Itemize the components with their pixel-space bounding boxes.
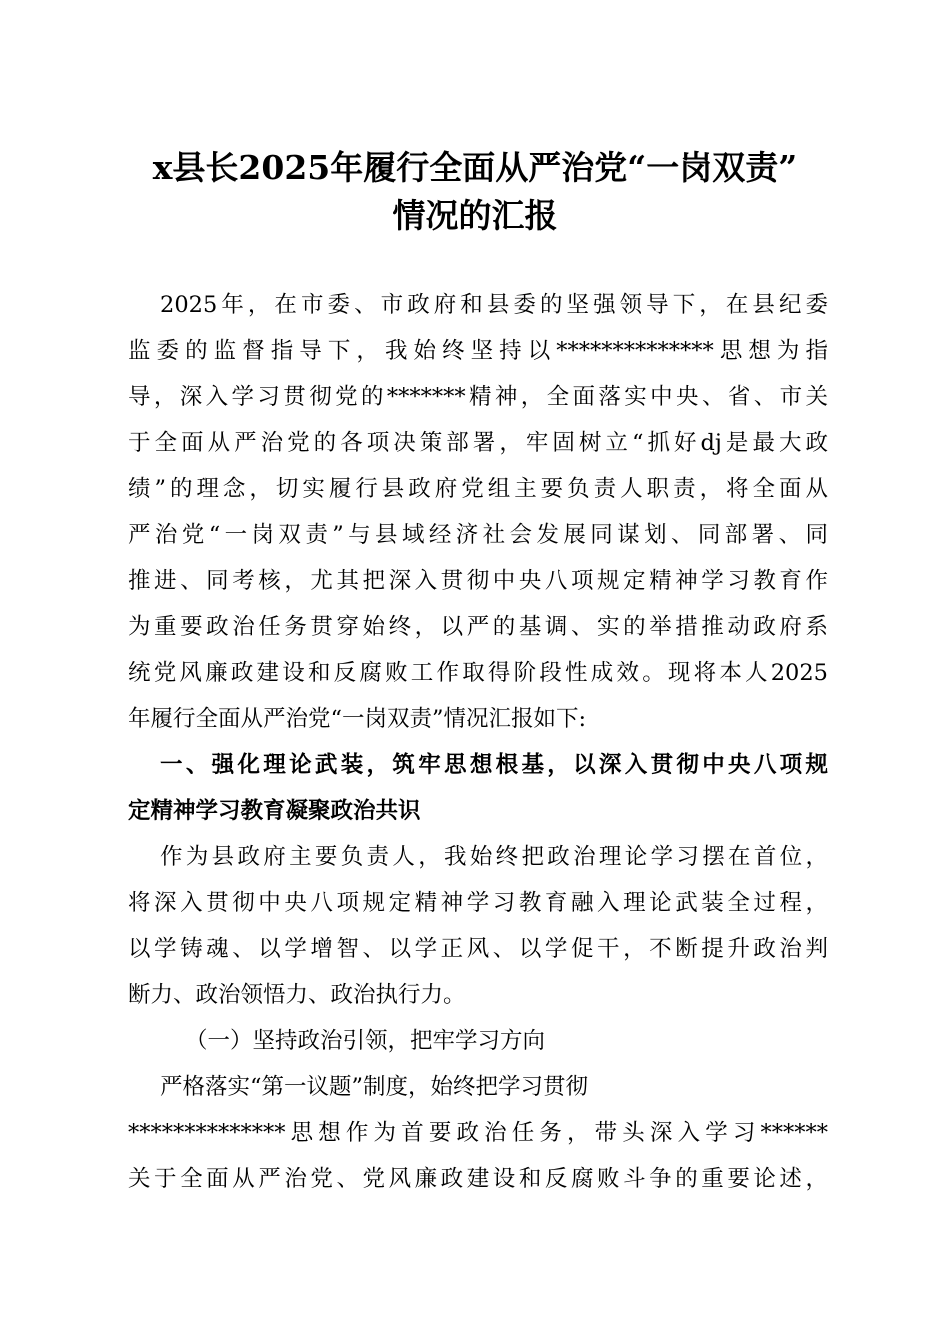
paragraph-line: 为重要政治任务贯穿始终，以严的基调、实的举措推动政府系 <box>128 614 828 640</box>
paragraph-line: 作为县政府主要负责人，我始终把政治理论学习摆在首位， <box>160 844 828 870</box>
paragraph-line: 2025年，在市委、市政府和县委的坚强领导下，在县纪委 <box>160 292 828 318</box>
paragraph-line: 绩”的理念，切实履行县政府党组主要负责人职责，将全面从 <box>128 476 828 502</box>
subsection-heading: （一）坚持政治引领，把牢学习方向 <box>185 1028 546 1054</box>
paragraph-line: 监委的监督指导下，我始终坚持以**************思想为指 <box>128 338 828 364</box>
paragraph-line: 严格落实“第一议题”制度，始终把学习贯彻 <box>160 1074 589 1100</box>
document-title-line-1: x县长2025年履行全面从严治党“一岗双责” <box>152 148 798 187</box>
paragraph-line: 以学铸魂、以学增智、以学正风、以学促干，不断提升政治判 <box>128 936 828 962</box>
paragraph-line: 将深入贯彻中央八项规定精神学习教育融入理论武装全过程， <box>128 890 828 916</box>
section-heading-line: 定精神学习教育凝聚政治共识 <box>128 798 421 824</box>
paragraph-line: 年履行全面从严治党“一岗双责”情况汇报如下: <box>128 706 587 732</box>
paragraph-line: 严治党“一岗双责”与县域经济社会发展同谋划、同部署、同 <box>128 522 828 548</box>
paragraph-line: **************思想作为首要政治任务，带头深入学习****** <box>128 1120 828 1146</box>
document-title-line-2: 情况的汇报 <box>392 196 558 235</box>
paragraph-line: 统党风廉政建设和反腐败工作取得阶段性成效。现将本人2025 <box>128 660 828 686</box>
paragraph-line: 导，深入学习贯彻党的*******精神，全面落实中央、省、市关 <box>128 384 828 410</box>
paragraph-line: 推进、同考核，尤其把深入贯彻中央八项规定精神学习教育作 <box>128 568 828 594</box>
paragraph-line: 断力、政治领悟力、政治执行力。 <box>128 982 466 1008</box>
paragraph-line: 于全面从严治党的各项决策部署，牢固树立“抓好dj是最大政 <box>128 430 828 456</box>
paragraph-line: 关于全面从严治党、党风廉政建设和反腐败斗争的重要论述， <box>128 1166 828 1192</box>
section-heading-line: 一、强化理论武装，筑牢思想根基，以深入贯彻中央八项规 <box>160 752 828 778</box>
